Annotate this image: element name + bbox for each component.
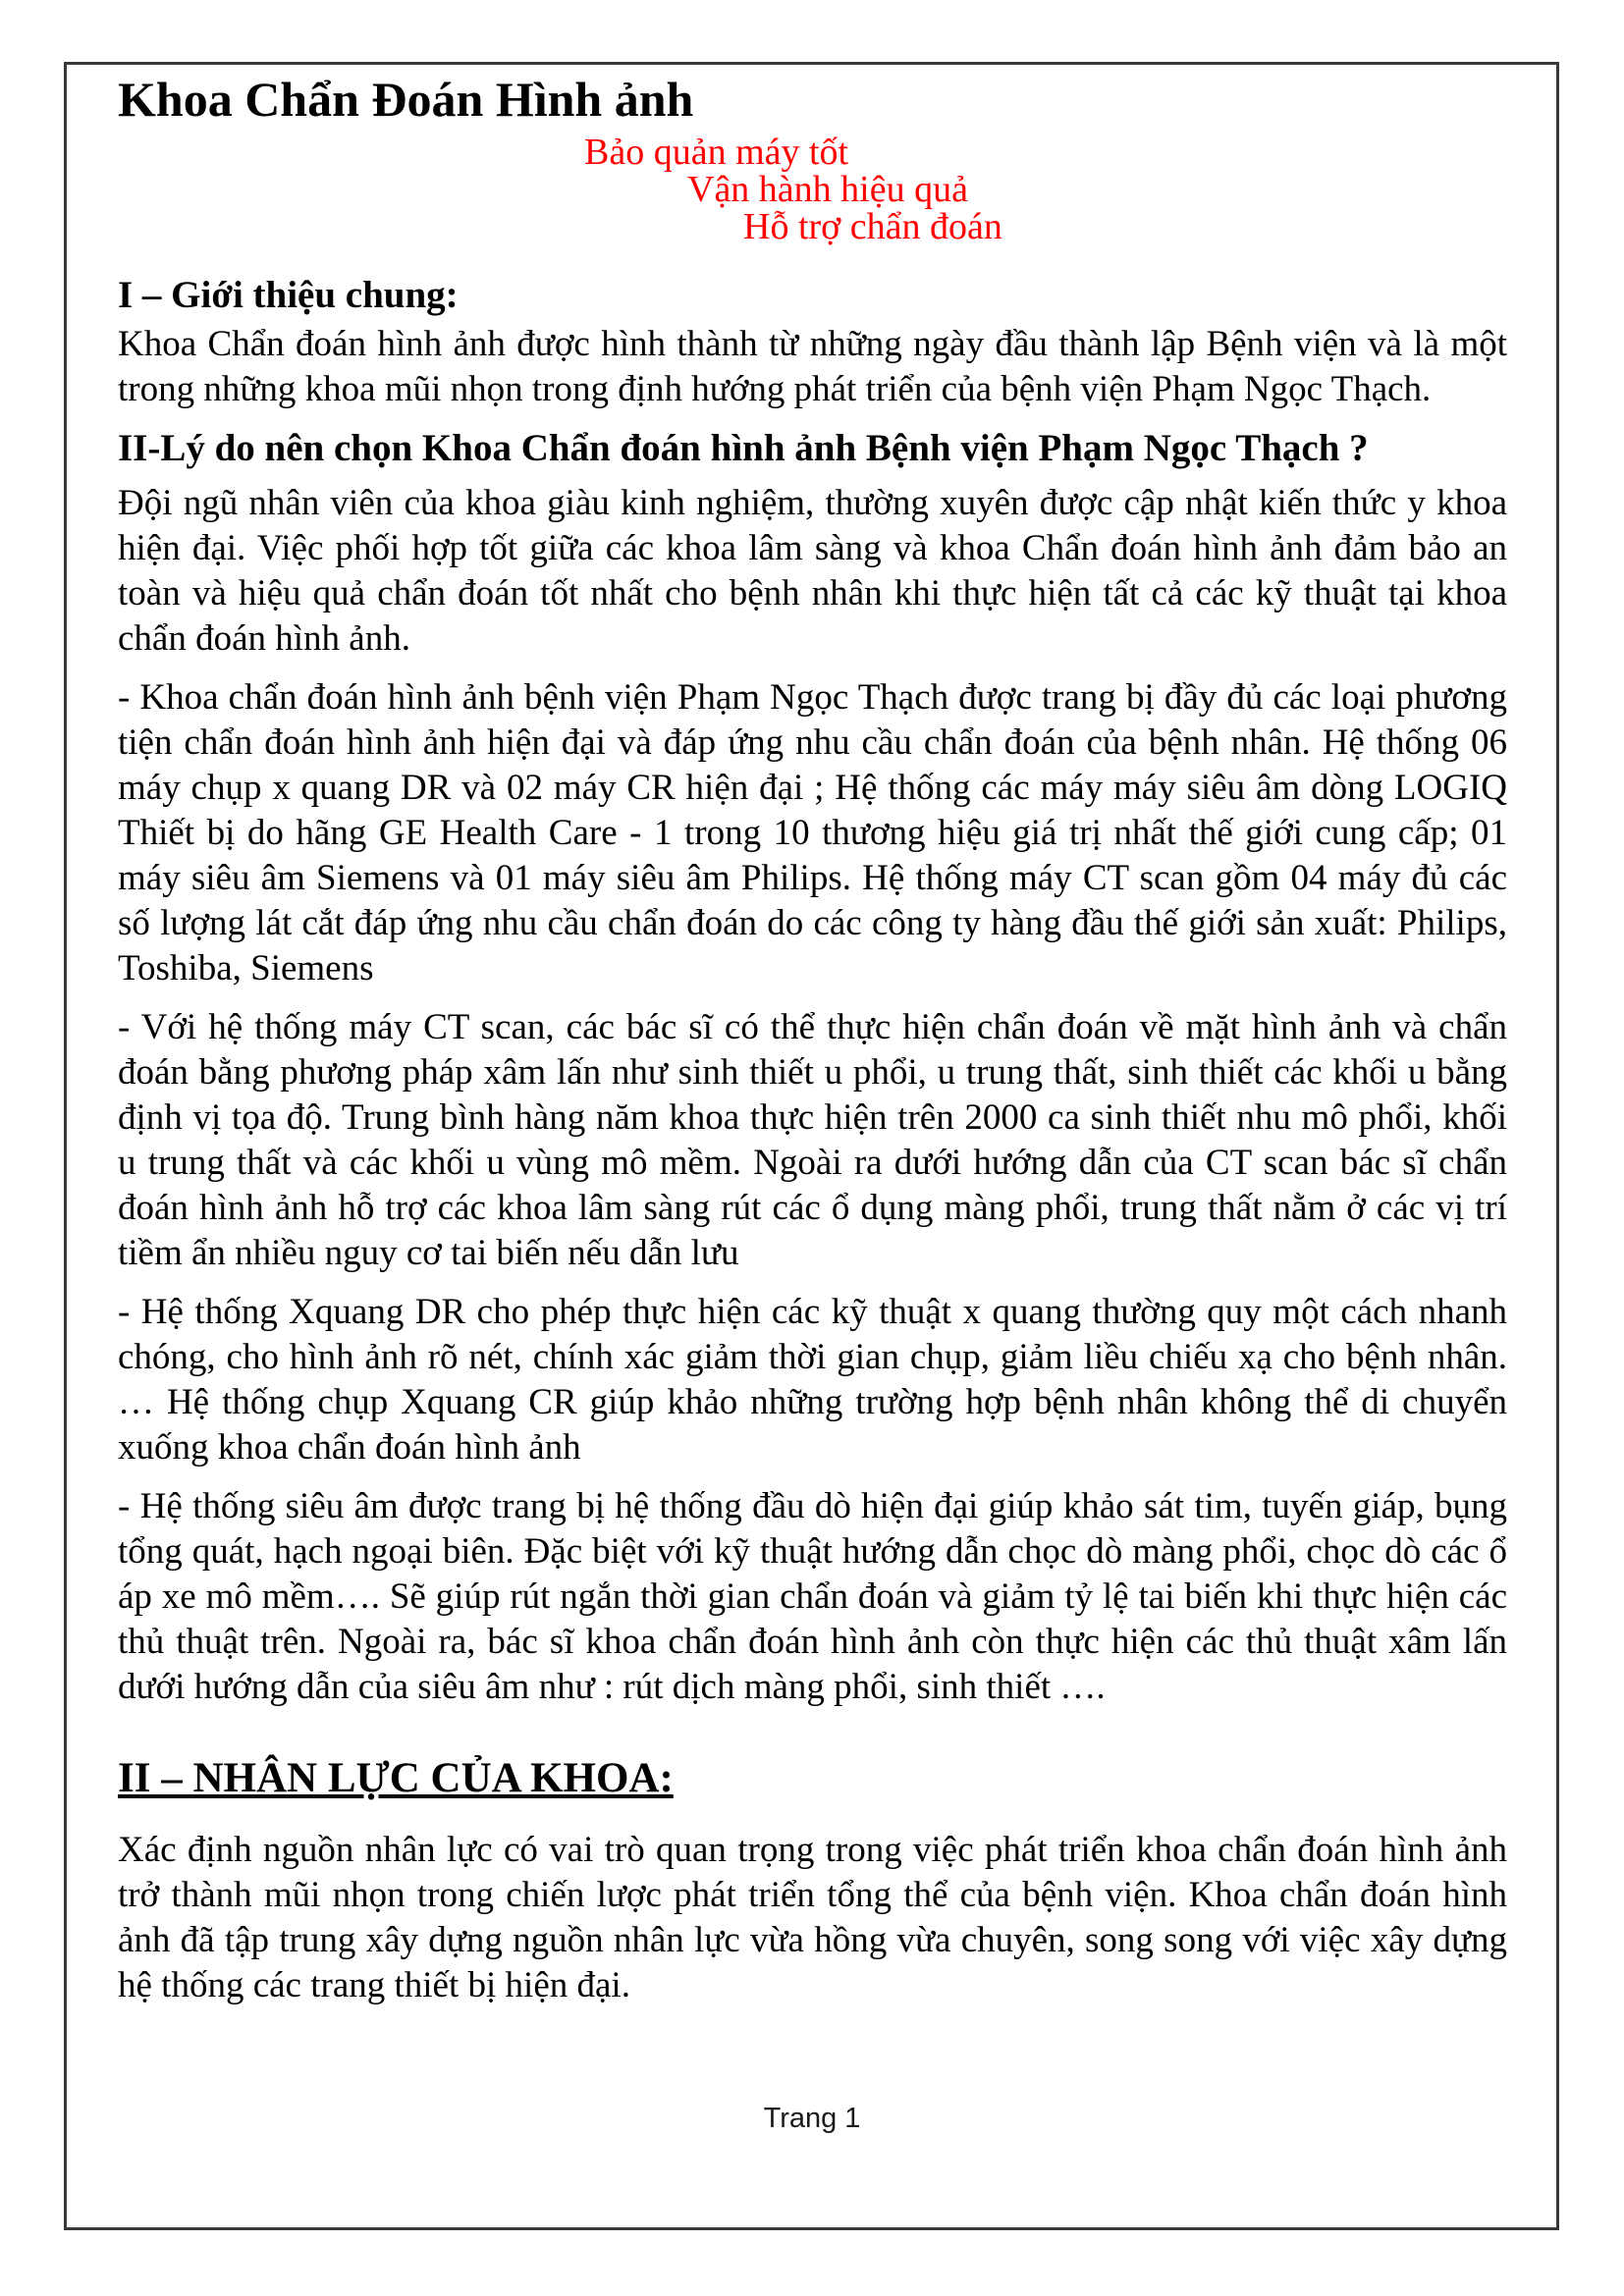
section-2-paragraph-4: - Hệ thống Xquang DR cho phép thực hiện các kỹ thuật x quang thường quy một cách nhanh chóng, cho hình ảnh rõ nét, chính xác giảm thời gian chụp, giảm liều chiếu xạ cho bệnh nhân. … Hệ thống chụp Xquang CR giúp khảo những trường hợp bệnh nhân không thể di chuyển xuống khoa chẩn đoán hình ảnh — [118, 1292, 1507, 1468]
slogan-line-1: Bảo quản máy tốt — [584, 132, 849, 173]
section-2-heading: II-Lý do nên chọn Khoa Chẩn đoán hình ảnh Bệnh viện Phạm Ngọc Thạch ? — [118, 427, 1369, 469]
section-3-heading: II – NHÂN LỰC CỦA KHOA: — [118, 1755, 674, 1801]
section-1-heading: I – Giới thiệu chung: — [118, 274, 459, 316]
section-2-paragraph-2: - Khoa chẩn đoán hình ảnh bệnh viện Phạm Ngọc Thạch được trang bị đầy đủ các loại phương tiện chẩn đoán hình ảnh hiện đại và đáp ứng nhu cầu chẩn đoán của bệnh nhân. Hệ thống 06 máy chụp x quang DR và 02 máy CR hiện đại ; Hệ thống các máy máy siêu âm dòng LOGIQ Thiết bị do hãng GE Health Care - 1 trong 10 thương hiệu giá trị nhất thế giới cung cấp; 01 máy siêu âm Siemens và 01 máy siêu âm Philips. Hệ thống máy CT scan gồm 04 máy đủ các số lượng lát cắt đáp ứng nhu cầu chẩn đoán do các công ty hàng đầu thế giới sản xuất: Philips, Toshiba, Siemens — [118, 677, 1507, 988]
slogan-line-3: Hỗ trợ chẩn đoán — [743, 206, 1002, 247]
slogan-line-2: Vận hành hiệu quả — [687, 169, 968, 210]
footer-page-number: Trang 1 — [763, 2103, 861, 2134]
section-1-paragraph: Khoa Chẩn đoán hình ảnh được hình thành từ những ngày đầu thành lập Bệnh viện và là một trong những khoa mũi nhọn trong định hướng phát triển của bệnh viện Phạm Ngọc Thạch. — [118, 324, 1507, 409]
section-3-paragraph: Xác định nguồn nhân lực có vai trò quan trọng trong việc phát triển khoa chẩn đoán hình ảnh trở thành mũi nhọn trong chiến lược phát triển tổng thể của bệnh viện. Khoa chẩn đoán hình ảnh đã tập trung xây dựng nguồn nhân lực vừa hồng vừa chuyên, song song với việc xây dựng hệ thống các trang thiết bị hiện đại. — [118, 1830, 1507, 2005]
slogan-block — [118, 133, 1507, 245]
document-content — [118, 71, 1507, 2022]
section-2-paragraph-5: - Hệ thống siêu âm được trang bị hệ thống đầu dò hiện đại giúp khảo sát tim, tuyến giáp, bụng tổng quát, hạch ngoại biên. Đặc biệt với kỹ thuật hướng dẫn chọc dò màng phổi, chọc dò các ổ áp xe mô mềm…. Sẽ giúp rút ngắn thời gian chẩn đoán và giảm tỷ lệ tai biến khi thực hiện các thủ thuật trên. Ngoài ra, bác sĩ khoa chẩn đoán hình ảnh còn thực hiện các thủ thuật xâm lấn dưới hướng dẫn của siêu âm như : rút dịch màng phổi, sinh thiết …. — [118, 1486, 1507, 1707]
section-2-paragraph-1: Đội ngũ nhân viên của khoa giàu kinh nghiệm, thường xuyên được cập nhật kiến thức y khoa hiện đại. Việc phối hợp tốt giữa các khoa lâm sàng và khoa Chẩn đoán hình ảnh đảm bảo an toàn và hiệu quả chẩn đoán tốt nhất cho bệnh nhân khi thực hiện tất cả các kỹ thuật tại khoa chẩn đoán hình ảnh. — [118, 483, 1507, 659]
section-2-paragraph-3: - Với hệ thống máy CT scan, các bác sĩ có thể thực hiện chẩn đoán về mặt hình ảnh và chẩn đoán bằng phương pháp xâm lấn như sinh thiết u phổi, u trung thất, sinh thiết các khối u bằng định vị tọa độ. Trung bình hàng năm khoa thực hiện trên 2000 ca sinh thiết nhu mô phổi, khối u trung thất và các khối u vùng mô mềm. Ngoài ra dưới hướng dẫn của CT scan bác sĩ chẩn đoán hình ảnh hỗ trợ các khoa lâm sàng rút các ổ dụng màng phổi, trung thất nằm ở các vị trí tiềm ẩn nhiều nguy cơ tai biến nếu dẫn lưu — [118, 1007, 1507, 1273]
document-title: Khoa Chẩn Đoán Hình ảnh — [118, 72, 694, 127]
